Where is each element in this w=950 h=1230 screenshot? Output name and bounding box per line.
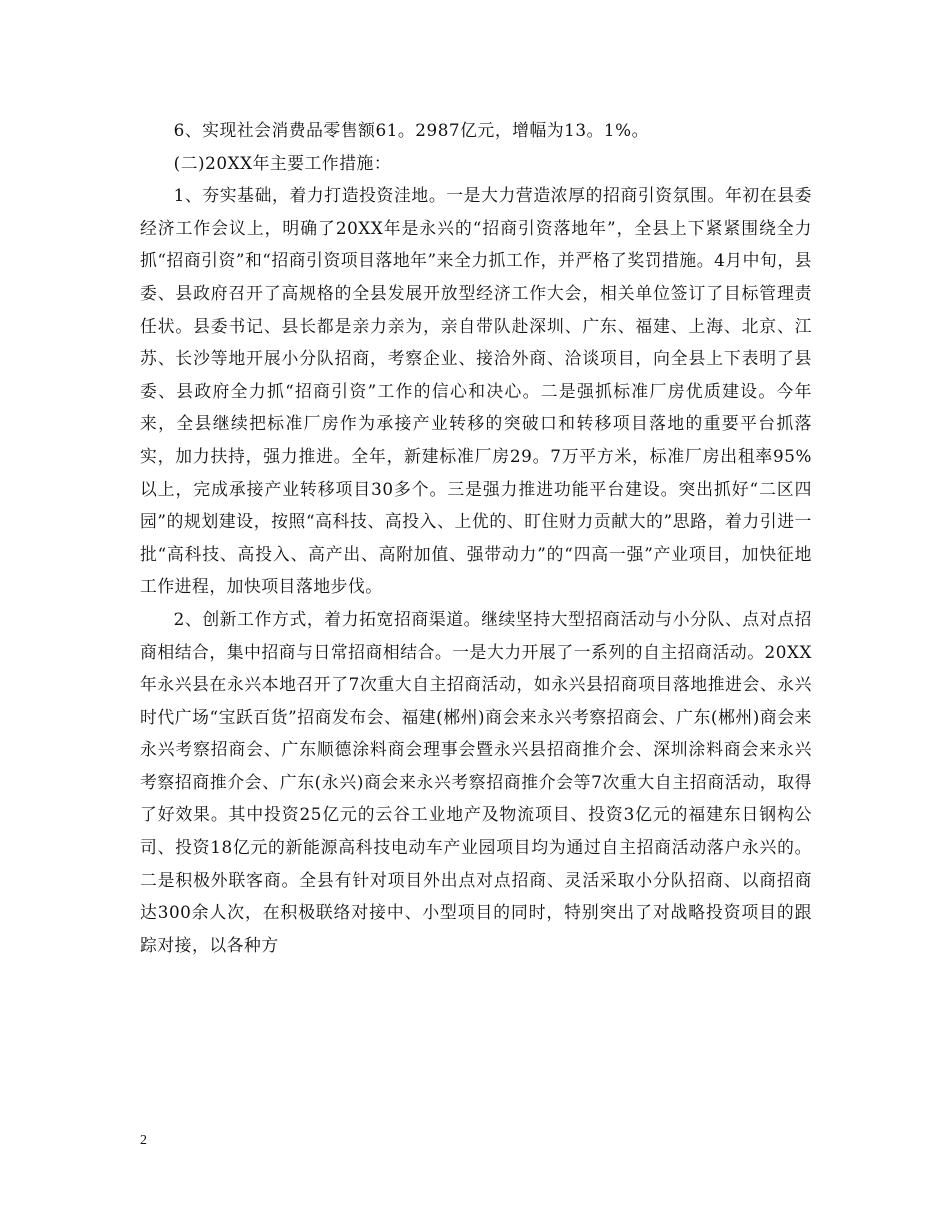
section-heading-work-measures: (二)20XX年主要工作措施： [173, 152, 392, 173]
paragraph-investment-foundation: 1、夯实基础，着力打造投资洼地。一是大力营造浓厚的招商引资氛围。年初在县委经济工作会议上，明确了20XX年是永兴的“招商引资落地年”，全县上下紧紧围绕全力抓“招商引资”和“招商引资项目落地年”来全力抓工作，并严格了奖罚措施。4月中旬，县委、县政府召开了高规格的全县发展开放型经济工作大会，相关单位签订了目标管理责任状。县委书记、县长都是亲力亲为，亲自带队赴深圳、广东、福建、上海、北京、江苏、长沙等地开展小分队招商，考察企业、接洽外商、洽谈项目，向全县上下表明了县委、县政府全力抓“招商引资”工作的信心和决心。二是强抓标准厂房优质建设。今年来，全县继续把标准厂房作为承接产业转移的突破口和转移项目落地的重要平台抓落实，加力扶持，强力推进。全年，新建标准厂房29。7万平方米，标准厂房出租率95%以上，完成承接产业转移项目30多个。三是强力推进功能平台建设。突出抓好“二区四园”的规划建设，按照“高科技、高投入、上优的、盯住财力贡献大的”思路，着力引进一批“高科技、高投入、高产出、高附加值、强带动力”的“四高一强”产业项目，加快征地工作进程，加快项目落地步伐。 [140, 185, 812, 597]
paragraph-investment-channels: 2、创新工作方式，着力拓宽招商渠道。继续坚持大型招商活动与小分队、点对点招商相结合，集中招商与日常招商相结合。一是大力开展了一系列的自主招商活动。20XX年永兴县在永兴本地召开了7次重大自主招商活动，如永兴县招商项目落地推进会、永兴时代广场“宝跃百货”招商发布会、福建(郴州)商会来永兴考察招商会、广东(郴州)商会来永兴考察招商会、广东顺德涂料商会理事会暨永兴县招商推介会、深圳涂料商会来永兴考察招商推介会、广东(永兴)商会来永兴考察招商推介会等7次重大自主招商活动，取得了好效果。其中投资25亿元的云谷工业地产及物流项目、投资3亿元的福建东日钢构公司、投资18亿元的新能源高科技电动车产业园项目均为通过自主招商活动落户永兴的。二是积极外联客商。全县有针对项目外出点对点招商、灵活采取小分队招商、以商招商达300余人次，在积极联络对接中、小型项目的同时，特别突出了对战略投资项目的跟踪对接，以各种方 [140, 608, 812, 955]
page-number: 2 [140, 1133, 147, 1148]
document-body [140, 114, 812, 961]
paragraph-retail-sales: 6、实现社会消费品零售额61。2987亿元，增幅为13。1%。 [173, 120, 649, 140]
